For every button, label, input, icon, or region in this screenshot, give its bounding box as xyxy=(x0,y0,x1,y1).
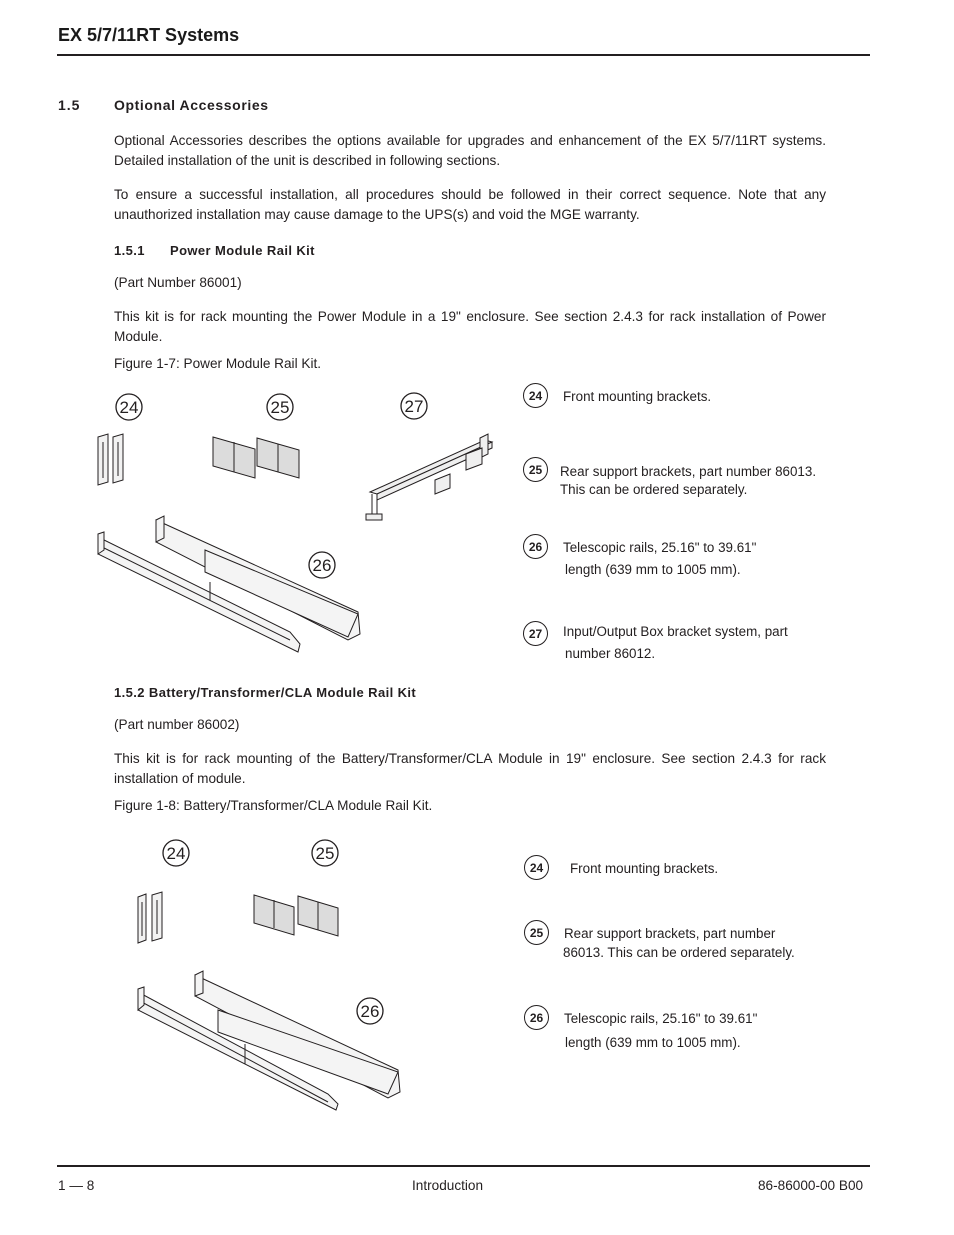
figure-label-25: 25 xyxy=(270,398,290,417)
figure-1-8-illustration xyxy=(130,832,420,1117)
figure-1-7-svg xyxy=(90,382,510,667)
footer-page-number: 1 — 8 xyxy=(58,1178,95,1193)
figure-2-rear-brackets xyxy=(254,895,338,936)
callout-2-25-line2: 86013. This can be ordered separately. xyxy=(563,945,795,960)
callout-25-line1: Rear support brackets, part number 86013. xyxy=(560,464,817,479)
figure-2-label-25: 25 xyxy=(315,844,335,863)
section-title: Optional Accessories xyxy=(114,97,269,113)
callout-27-line2: number 86012. xyxy=(565,646,656,661)
telescopic-rails xyxy=(98,516,360,652)
figure-label-26: 26 xyxy=(312,556,332,575)
subsection-1-number: 1.5.1 xyxy=(114,243,145,258)
callout-27-line1: Input/Output Box bracket system, part xyxy=(563,624,788,639)
callout-2-26-line2: length (639 mm to 1005 mm). xyxy=(565,1035,741,1050)
rear-brackets xyxy=(213,437,299,478)
figure-1-8-caption: Figure 1-8: Battery/Transformer/CLA Module Rail Kit. xyxy=(114,798,433,813)
figure-2-label-24: 24 xyxy=(166,844,186,863)
callout-2-26-line1: Telescopic rails, 25.16" to 39.61" xyxy=(564,1011,758,1026)
callout-26-line2: length (639 mm to 1005 mm). xyxy=(565,562,741,577)
callout-2-badge-26: 26 xyxy=(524,1005,549,1030)
callout-26-line1: Telescopic rails, 25.16" to 39.61" xyxy=(563,540,757,555)
io-box-bracket xyxy=(366,434,492,520)
figure-2-telescopic-rails xyxy=(138,971,400,1110)
footer-rule xyxy=(57,1165,870,1167)
figure-1-8-svg xyxy=(130,832,420,1117)
footer-document-number: 86-86000-00 B00 xyxy=(758,1178,864,1193)
figure-1-7-illustration xyxy=(90,382,510,667)
subsection-2-title: 1.5.2 Battery/Transformer/CLA Module Rail Kit xyxy=(114,685,417,700)
figure-2-label-26: 26 xyxy=(360,1002,380,1021)
figure-2-front-brackets xyxy=(138,892,162,943)
section-number: 1.5 xyxy=(58,97,81,113)
callout-badge-26: 26 xyxy=(523,534,548,559)
intro-paragraph-2: To ensure a successful installation, all procedures should be followed in their correct sequence. Note that any unauthorized installation may cause damage to the UPS(s) and void the MGE warranty. xyxy=(114,187,826,222)
subsection-2-desc: This kit is for rack mounting of the Battery/Transformer/CLA Module in 19" enclosure. See section 2.4.3 for rack installation of module. xyxy=(114,751,826,786)
callout-badge-24: 24 xyxy=(523,383,548,408)
callout-2-badge-25: 25 xyxy=(524,920,549,945)
callout-badge-27: 27 xyxy=(523,621,548,646)
front-brackets xyxy=(98,434,123,485)
subsection-1-part: (Part Number 86001) xyxy=(114,275,242,290)
callout-25-line2: This can be ordered separately. xyxy=(560,482,748,497)
figure-label-24: 24 xyxy=(119,398,139,417)
header-rule xyxy=(57,54,870,56)
figure-1-7-caption: Figure 1-7: Power Module Rail Kit. xyxy=(114,356,322,371)
figure-label-27: 27 xyxy=(404,397,424,416)
callout-2-badge-24: 24 xyxy=(524,855,549,880)
callout-badge-25: 25 xyxy=(523,457,548,482)
callout-2-25-line1: Rear support brackets, part number xyxy=(564,926,776,941)
callout-2-24-text: Front mounting brackets. xyxy=(570,861,719,876)
footer-section: Introduction xyxy=(412,1178,484,1193)
callout-24-text: Front mounting brackets. xyxy=(563,389,712,404)
page-header-title: EX 5/7/11RT Systems xyxy=(58,25,240,45)
subsection-1-desc: This kit is for rack mounting the Power Module in a 19" enclosure. See section 2.4.3 for rack installation of Power Module. xyxy=(114,309,826,344)
intro-paragraph-1: Optional Accessories describes the options available for upgrades and enhancement of the EX 5/7/11RT systems. Detailed installation of the unit is described in following sections. xyxy=(114,133,826,168)
subsection-2-part: (Part number 86002) xyxy=(114,717,240,732)
subsection-1-title: Power Module Rail Kit xyxy=(170,243,315,258)
